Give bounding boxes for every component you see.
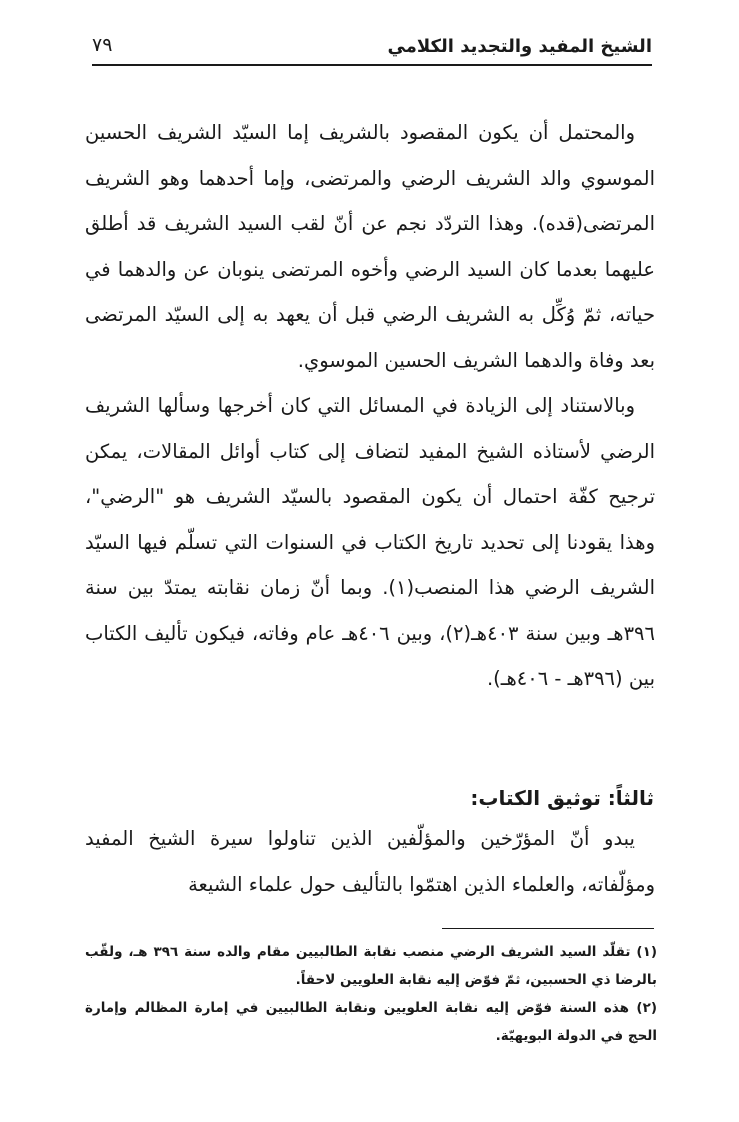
page-number: ٧٩ <box>92 34 113 56</box>
paragraph-1: والمحتمل أن يكون المقصود بالشريف إما السيّد الشريف الحسين الموسوي والد الشريف الرضي والمرتضى، وإما أحدهما وهو الشريف المرتضى(قده). وهذا التردّد نجم عن أنّ لقب السيد الشريف قد أطلق عليهما بعدما كان السيد الرضي وأخوه المرتضى ينوبان عن والدهما في حياته، ثمّ وُكِّل به الشريف الرضي قبل أن يعهد به إلى السيّد المرتضى بعد وفاة والدهما الشريف الحسين الموسوي. <box>85 121 655 372</box>
section-heading: ثالثاً: توثيق الكتاب: <box>470 786 654 810</box>
running-header <box>92 30 652 66</box>
running-title: الشيخ المفيد والتجديد الكلامي <box>387 36 652 57</box>
main-text <box>85 110 655 702</box>
footnotes <box>85 938 657 1050</box>
footnote-divider <box>442 928 654 929</box>
footnote-1: (١) تقلّد السيد الشريف الرضي منصب نقابة الطالبيين مقام والده سنة ٣٩٦ هـ، ولقّب بالرضا ذي الحسبين، ثمّ فوّض إليه نقابة العلويين لاحقاً. <box>85 944 657 988</box>
section-paragraph: يبدو أنّ المؤرّخين والمؤلّفين الذين تناولوا سيرة الشيخ المفيد ومؤلّفاته، والعلماء الذين اهتمّوا بالتأليف حول علماء الشيعة <box>85 827 655 896</box>
footnote-2: (٢) هذه السنة فوّض إليه نقابة العلويين ونقابة الطالبيين في إمارة المظالم وإمارة الحج في الدولة البويهيّة. <box>85 1000 657 1044</box>
paragraph-2: وبالاستناد إلى الزيادة في المسائل التي كان أخرجها وسألها الشريف الرضي لأستاذه الشيخ المفيد لتضاف إلى كتاب أوائل المقالات، يمكن ترجيح كفّة احتمال أن يكون المقصود بالسيّد الشريف هو "الرضي"، وهذا يقودنا إلى تحديد تاريخ الكتاب في السنوات التي تسلّم فيها السيّد الشريف الرضي هذا المنصب(١). وبما أنّ زمان نقابته يمتدّ بين سنة ٣٩٦هـ وبين سنة ٤٠٣هـ(٢)، وبين ٤٠٦هـ عام وفاته، فيكون تأليف الكتاب بين (٣٩٦هـ - ٤٠٦هـ). <box>85 394 655 690</box>
section-text <box>85 816 655 907</box>
